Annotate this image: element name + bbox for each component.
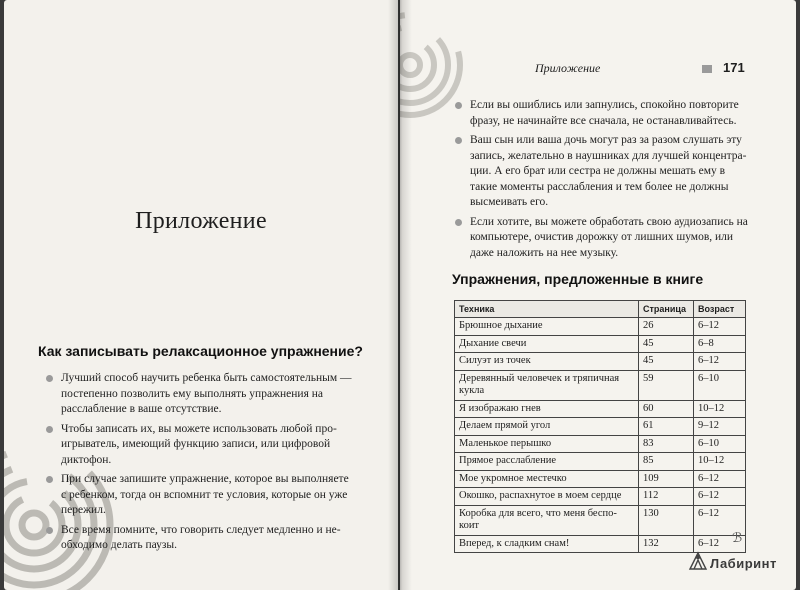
bullet-dot-icon [455,102,462,109]
technique-cell: Силуэт из точек [455,353,639,371]
page-cell: 112 [639,488,694,506]
technique-cell: Маленькое перышко [455,435,639,453]
right-page [400,0,796,590]
table-row [455,400,746,418]
section-heading-exercises: Упражнения, предложенные в книге [452,271,704,287]
page-cell: 83 [639,435,694,453]
section-heading-recording: Как записывать релаксационное упражнение? [38,343,363,359]
age-cell: 6–8 [694,335,746,353]
page-cell: 130 [639,505,694,535]
table-row [455,488,746,506]
age-cell: 9–12 [694,418,746,436]
page-cell: 45 [639,353,694,371]
list-item: Все время помните, что говорить следует медленно и не-обходимо делать паузы. [44,523,352,554]
page-cell: 26 [639,318,694,336]
page-cell: 60 [639,400,694,418]
column-header-page: Страница [639,301,694,318]
bullet-dot-icon [455,137,462,144]
exercises-table [454,300,746,553]
technique-cell: Я изображаю гнев [455,400,639,418]
table-row [455,470,746,488]
technique-cell: Вперед, к сладким снам! [455,535,639,553]
table-header-row [455,301,746,318]
table-row [455,370,746,400]
technique-cell: Окошко, распахнутое в моем сердце [455,488,639,506]
age-cell: 6–12 [694,535,746,553]
list-item: Ваш сын или ваша дочь могут раз за разом слушать эту запись, желательно в наушниках для лучшей концентра-ции. А его брат или сестра не должны мешать ему в такие моменты расслабления и тем более не должны высмеивать его. [453,133,753,211]
age-cell: 6–12 [694,318,746,336]
table-row [455,353,746,371]
age-cell: 6–12 [694,353,746,371]
running-head: Приложение [535,61,601,75]
labirint-logo-icon [687,550,709,572]
watermark-labirint: Лабиринт [710,556,777,571]
bullet-list-tips [453,98,753,265]
chapter-title: Приложение [135,208,267,234]
age-cell: 6–12 [694,488,746,506]
page-cell: 61 [639,418,694,436]
bullet-dot-icon [46,426,53,433]
age-cell: 10–12 [694,400,746,418]
left-page [4,0,398,590]
list-item: Если вы ошиблись или запнулись, спокойно повторите фразу, не начинайте все сначала, не останавливайтесь. [453,98,753,129]
bullet-dot-icon [46,476,53,483]
age-cell: 6–12 [694,470,746,488]
technique-cell: Коробка для всего, что меня беспо-коит [455,505,639,535]
technique-cell: Прямое расслабление [455,453,639,471]
list-item: Чтобы записать их, вы можете использовать любой про-игрыватель, имеющий функцию записи, или цифровой диктофон. [44,422,352,469]
column-header-technique: Техника [455,301,639,318]
age-cell: 6–10 [694,370,746,400]
table-row [455,435,746,453]
bullet-dot-icon [46,375,53,382]
table-row [455,335,746,353]
squiggle-mark-icon: ℬ [732,530,743,545]
page-marker-square-icon [702,65,712,73]
page-cell: 85 [639,453,694,471]
book-gutter-shadow [388,0,412,590]
list-item: При случае запишите упражнение, которое вы выполняете с ребенком, тогда он вспомнит те условия, которые он уже пережил. [44,472,352,519]
age-cell: 10–12 [694,453,746,471]
table-row [455,418,746,436]
technique-cell: Деревянный человечек и тряпичная кукла [455,370,639,400]
list-item: Лучший способ научить ребенка быть самостоятельным — постепенно позволить ему выполнять упражнения на расслабление в ваше отсутствие. [44,371,352,418]
bullet-dot-icon [46,527,53,534]
bullet-list-recording [44,371,352,558]
table-row [455,318,746,336]
page-cell: 45 [639,335,694,353]
list-item: Если хотите, вы можете обработать свою аудиозапись на компьютере, очистив дорожку от лишних шумов, или даже наложить на нее музыку. [453,215,753,262]
age-cell: 6–12 [694,505,746,535]
technique-cell: Брюшное дыхание [455,318,639,336]
page-cell: 59 [639,370,694,400]
technique-cell: Дыхание свечи [455,335,639,353]
table-row [455,505,746,535]
table-row [455,453,746,471]
technique-cell: Делаем прямой угол [455,418,639,436]
page-cell: 109 [639,470,694,488]
page-number: 171 [723,60,745,75]
column-header-age: Возраст [694,301,746,318]
page-cell: 132 [639,535,694,553]
age-cell: 6–10 [694,435,746,453]
technique-cell: Мое укромное местечко [455,470,639,488]
bullet-dot-icon [455,219,462,226]
